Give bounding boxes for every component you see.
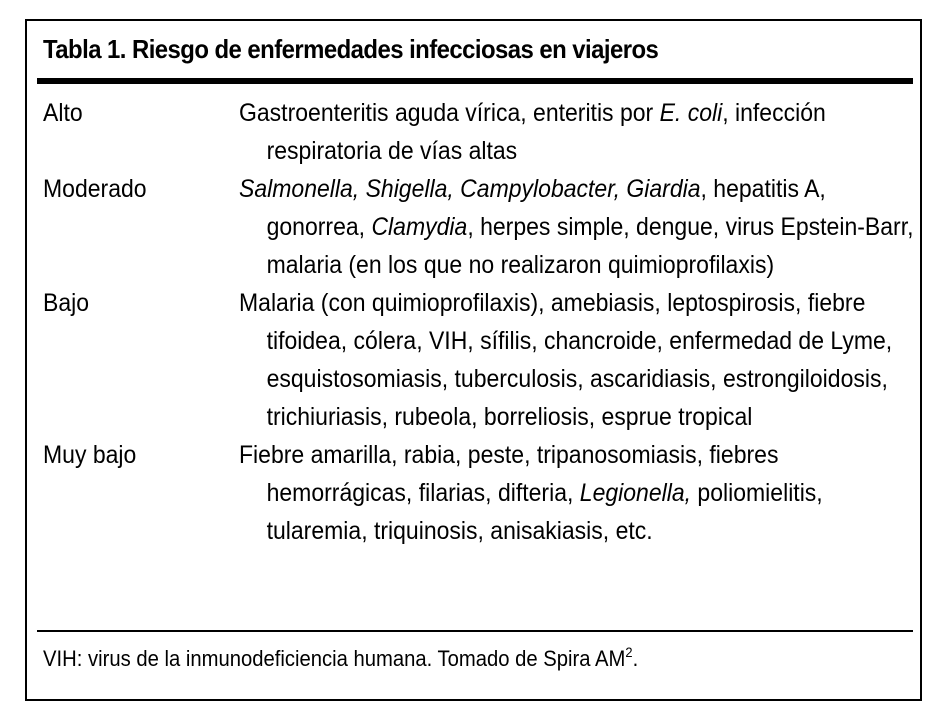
disease-list — [239, 94, 929, 170]
table-title: Tabla 1. Riesgo de enfermedades infecciosas en viajeros — [43, 34, 659, 64]
pathogen-name-italic: Clamydia — [371, 213, 468, 241]
disease-text: Gastroenteritis aguda vírica, enteritis por — [239, 99, 660, 127]
table-footnote — [43, 640, 638, 678]
disease-list — [239, 436, 929, 550]
table-row — [43, 170, 914, 284]
disease-text: poliomielitis, tularemia, triquinosis, anisakiasis, etc. — [266, 479, 823, 545]
risk-rows — [43, 94, 914, 550]
footnote-text: VIH: virus de la inmunodeficiencia humana. Tomado de Spira AM — [43, 646, 626, 671]
risk-level-label: Alto — [43, 99, 83, 127]
table-row — [43, 284, 911, 436]
footer-divider — [37, 630, 913, 632]
table-row — [43, 436, 911, 550]
risk-level-label: Bajo — [43, 289, 90, 317]
disease-text: , hepatitis A, gonorrea, — [266, 175, 826, 241]
disease-text: Malaria (con quimioprofilaxis), amebiasis, leptospirosis, fiebre tifoidea, cólera, VIH, sífilis, chancroide, enfermedad de Lyme, esquistosomiasis, tuberculosis, ascaridiasis, estrongiloidosis, trichiuriasis, rubeola, borreliosis, esprue tropical — [239, 289, 893, 431]
footnote-reference: 2 — [625, 644, 633, 660]
footnote-end: . — [632, 646, 639, 671]
pathogen-name-italic: E. coli — [659, 99, 723, 127]
disease-text: , herpes simple, dengue, virus Epstein-Barr, malaria (en los que no realizaron quimioprofilaxis) — [266, 213, 914, 279]
risk-level-label: Muy bajo — [43, 441, 137, 469]
disease-text: Fiebre amarilla, rabia, peste, tripanosomiasis, fiebres hemorrágicas, filarias, difteria, — [239, 441, 779, 507]
disease-list — [239, 284, 929, 436]
title-divider — [37, 78, 913, 84]
pathogen-name-italic: Salmonella, Shigella, Campylobacter, Giardia — [239, 175, 701, 203]
disease-text: , infección respiratoria de vías altas — [266, 99, 826, 165]
pathogen-name-italic: Legionella, — [579, 479, 692, 507]
risk-level-label: Moderado — [43, 175, 147, 203]
disease-list — [239, 170, 929, 284]
table-row — [43, 94, 911, 170]
